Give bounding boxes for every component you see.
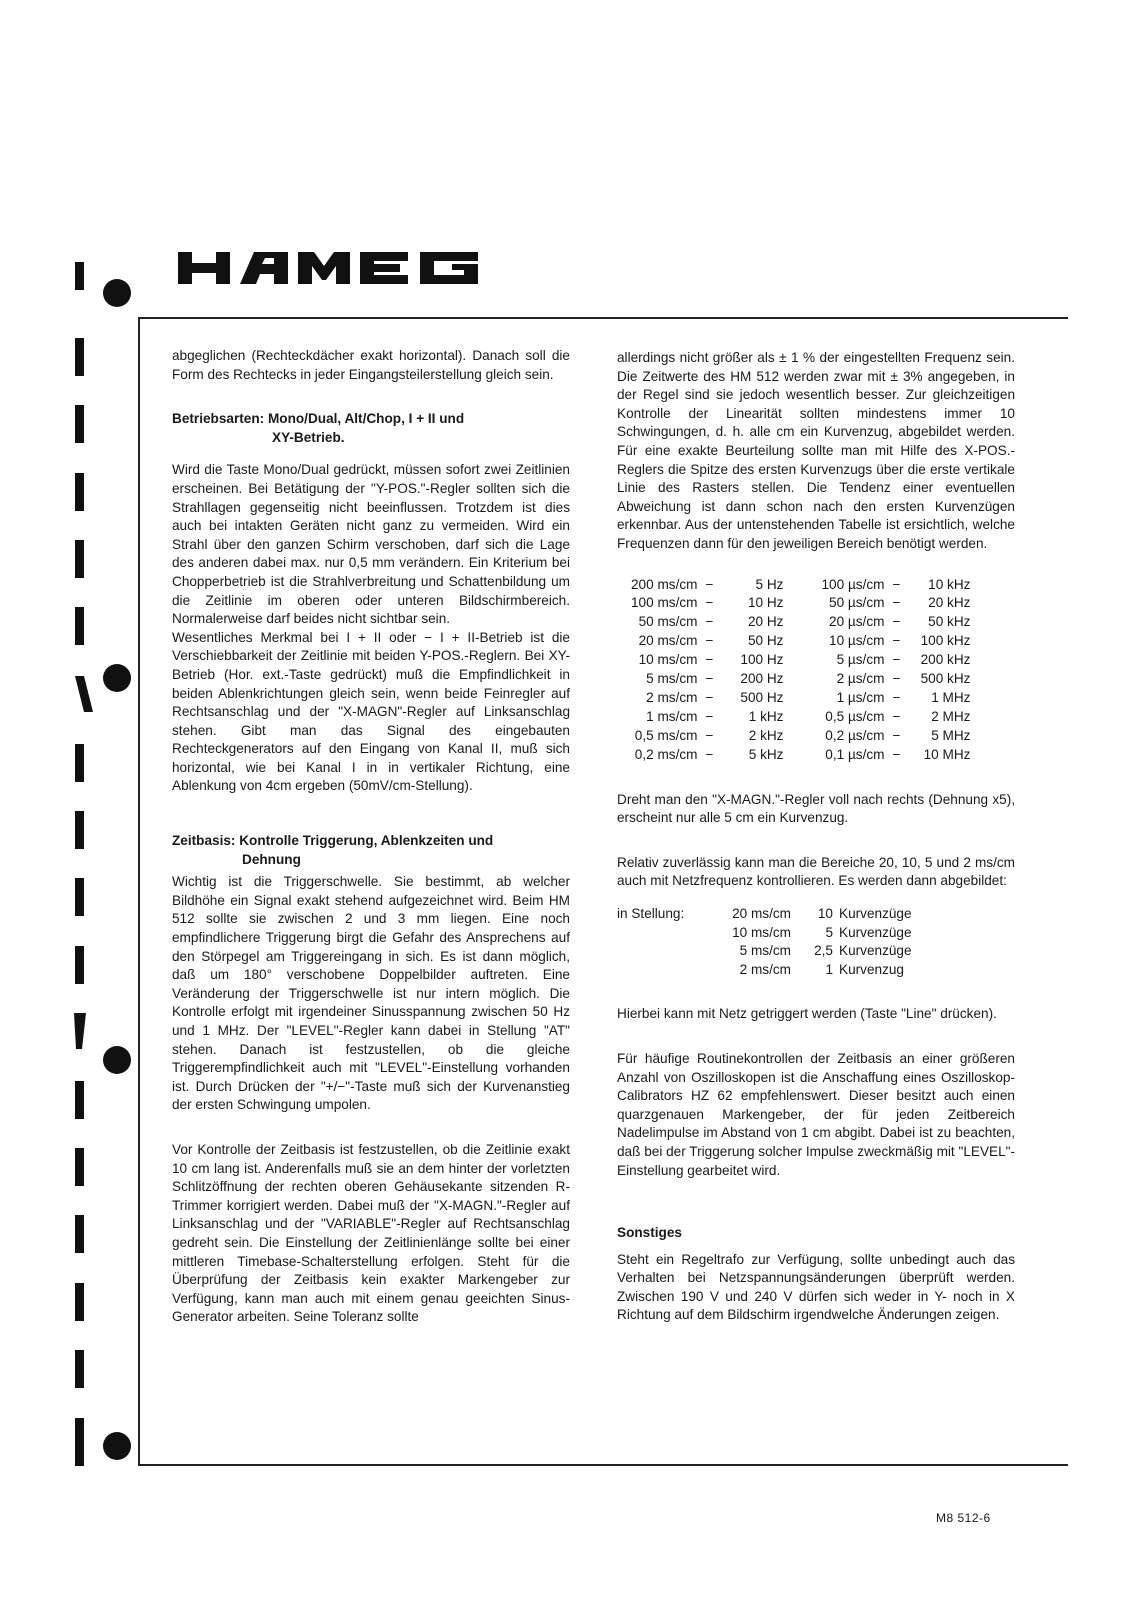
heading-line: Dehnung (242, 851, 301, 867)
brand-logo (178, 250, 500, 291)
time-cell: 2 µs/cm (836, 671, 885, 687)
position-time: 5 ms/cm (739, 943, 791, 959)
position-time: 2 ms/cm (739, 961, 791, 977)
time-cell: 5 µs/cm (836, 652, 885, 668)
frequency-cell: 100 kHz (920, 633, 971, 649)
frequency-cell: 10 MHz (923, 746, 971, 762)
binding-marks (0, 0, 140, 1600)
binding-bar (75, 676, 93, 712)
dash-cell: − (892, 595, 901, 611)
time-cell: 0,2 ms/cm (634, 746, 698, 762)
paragraph: Hierbei kann mit Netz getriggert werden (Taste "Line" drücken). (617, 1006, 997, 1022)
paragraph: Für häufige Routinekontrollen der Zeitbasis an einer größeren Anzahl von Oszilloskopen ist die Anschaffung eines Oszilloskop-Calibrators HZ 62 empfehlenswert. Dieser besitzt auch einen quarzgenauen Markengeber, der für jeden Zeitbereich Nadelimpulse im Abstand von 1 cm abgibt. Dabei ist zu beachten, daß bei der Triggerung solcher Impulse zweckmäßig mit "LEVEL"-Einstellung gearbeitet wird. (617, 1050, 1015, 1178)
time-cell: 20 µs/cm (829, 614, 885, 630)
punch-hole (103, 279, 131, 307)
dash-cell: − (705, 614, 714, 630)
binding-bar (75, 540, 84, 578)
position-row (617, 961, 912, 980)
time-cell: 50 µs/cm (829, 595, 885, 611)
dash-cell: − (705, 708, 714, 724)
position-time: 10 ms/cm (732, 924, 791, 940)
binding-bar (75, 946, 84, 984)
binding-bar (75, 1081, 84, 1119)
dash-cell: − (892, 746, 901, 762)
punch-hole (103, 1432, 131, 1460)
position-count: 2,5 (814, 943, 833, 959)
dash-cell: − (705, 727, 714, 743)
spacer-cell (783, 594, 821, 613)
frequency-cell: 2 MHz (931, 708, 971, 724)
frequency-table (631, 576, 970, 765)
dash-cell: − (705, 671, 714, 687)
paragraph: Wird die Taste Mono/Dual gedrückt, müssen sofort zwei Zeitlinien erscheinen. Bei Betätigung der "Y-POS."-Regler sollten sich die Strahllagen gegenseitig nicht beeinflussen. Trotzdem ist dies auch bei intakten Geräten nicht ganz zu vermeiden. Wird ein Strahl über den ganzen Schirm verschoben, darf sich die Lage des anderen dabei max. nur 0,5 mm verändern. Ein Kriterium bei Chopperbetrieb ist die Strahlverbreitung und Schattenbildung um die Zeitlinie im oberen oder unteren Bildschirmbereich. Normalerweise darf beides nicht sichtbar sein. (172, 462, 570, 627)
spacer-cell (783, 727, 821, 746)
frequency-cell: 100 Hz (740, 652, 784, 668)
frequency-cell: 1 kHz (748, 708, 784, 724)
punch-hole (103, 664, 131, 692)
position-count: 5 (825, 924, 833, 940)
spacer-cell (783, 670, 821, 689)
binding-bar (75, 878, 84, 916)
frequency-cell: 500 Hz (740, 689, 784, 705)
dash-cell: − (892, 614, 901, 630)
time-cell: 10 µs/cm (829, 633, 885, 649)
binding-bar (75, 1350, 84, 1388)
dash-cell: − (892, 633, 901, 649)
time-cell: 0,1 µs/cm (825, 746, 885, 762)
frequency-cell: 50 Hz (747, 633, 784, 649)
frequency-row (631, 746, 970, 765)
dash-cell: − (892, 652, 901, 668)
dash-cell: − (705, 689, 714, 705)
position-label (617, 961, 721, 980)
time-cell: 200 ms/cm (631, 576, 698, 592)
dash-cell: − (892, 708, 901, 724)
paragraph: Steht ein Regeltrafo zur Verfügung, sollte unbedingt auch das Verhalten bei Netzspannungsänderungen überprüft werden. Zwischen 190 V und 240 V dürfen sich weder in Y- noch in X Richtung auf dem Bildschirm irgendwelche Änderungen zeigen. (617, 1251, 1015, 1323)
dash-cell: − (705, 595, 714, 611)
binding-bar (75, 405, 84, 443)
time-cell: 100 ms/cm (631, 595, 698, 611)
position-label (617, 942, 721, 961)
frequency-cell: 10 kHz (928, 576, 971, 592)
binding-bar (75, 811, 84, 849)
frequency-cell: 5 kHz (748, 746, 784, 762)
bottom-rule (138, 1464, 1068, 1466)
frequency-cell: 5 Hz (755, 576, 784, 592)
dash-cell: − (705, 652, 714, 668)
frequency-row (631, 727, 970, 746)
paragraph: Wesentliches Merkmal bei I + II oder − I + II-Betrieb ist die Verschiebbarkeit der Zeitlinie mit beiden Y-POS.-Reglern. Bei XY-Betrieb (Hor. ext.-Taste gedrückt) muß die Empfindlichkeit in beiden Ablenkrichtungen gleich sein, wenn beide Feinregler auf Rechtsanschlag und der "X-MAGN"-Regler auf Linksanschlag stehen. Gibt man das Signal des eingebauten Rechteckgenerators auf den Eingang von Kanal II, muß sich horizontal, wie bei Kanal I in in vertikaler Richtung, eine Ablenkung von 4cm ergeben (50mV/cm-Stellung). (172, 629, 570, 794)
binding-bar (75, 744, 84, 782)
section-heading-zeitbasis (172, 832, 570, 869)
frequency-cell: 20 kHz (928, 595, 971, 611)
heading-line: Zeitbasis: Kontrolle Triggerung, Ablenkzeiten und (172, 833, 494, 849)
frequency-row (631, 576, 970, 595)
left-column (172, 347, 570, 1327)
spacer-cell (783, 613, 821, 632)
position-row (617, 924, 912, 943)
time-cell: 5 ms/cm (646, 671, 698, 687)
spacer-cell (783, 689, 821, 708)
paragraph: Wichtig ist die Triggerschwelle. Sie bestimmt, ab welcher Bildhöhe ein Signal exakt stehend aufgezeichnet wird. Beim HM 512 sollte sie zwischen 2 und 3 mm liegen. Eine noch empfindlichere Triggerung birgt die Gefahr des Ansprechens auf den Störpegel am Triggereingang in sich. Es ist dann möglich, daß um 180° verschobene Doppelbilder auftreten. Eine Veränderung der Triggerschwelle ist nur intern möglich. Die Kontrolle erfolgt mit irgendeiner Sinusspannung zwischen 50 Hz und 1 MHz. Der "LEVEL"-Regler kann dabei in Stellung "AT" stehen. Danach ist festzustellen, ob die gleiche Triggerempfindlichkeit auch mit "LEVEL"-Einstellung vorhanden ist. Durch Drücken der "+/−"-Taste muß sich der Kurvenanstieg der ersten Schwingung umpolen. (172, 874, 570, 1113)
dash-cell: − (892, 576, 901, 592)
heading-line: Betriebsarten: Mono/Dual, Alt/Chop, I + II und (172, 411, 465, 427)
frequency-row (631, 689, 970, 708)
spacer-cell (783, 746, 821, 765)
spacer-cell (783, 651, 821, 670)
spacer-cell (783, 576, 821, 595)
position-unit: Kurvenzüge (839, 924, 912, 940)
frequency-cell: 200 kHz (920, 652, 971, 668)
position-table (617, 905, 912, 979)
frequency-cell: 10 Hz (747, 595, 784, 611)
frequency-row (631, 708, 970, 727)
position-unit: Kurvenzüge (839, 905, 912, 921)
time-cell: 1 ms/cm (646, 708, 698, 724)
punch-hole (103, 1046, 131, 1074)
binding-bar (75, 1418, 84, 1466)
time-cell: 1 µs/cm (836, 689, 885, 705)
section-heading-sonstiges: Sonstiges (617, 1225, 682, 1241)
frequency-cell: 2 kHz (748, 727, 784, 743)
position-label (617, 924, 721, 943)
time-cell: 0,2 µs/cm (825, 727, 885, 743)
dash-cell: − (892, 727, 901, 743)
dash-cell: − (705, 633, 714, 649)
section-heading-betriebsarten (172, 410, 570, 447)
paragraph: Relativ zuverlässig kann man die Bereiche 20, 10, 5 und 2 ms/cm auch mit Netzfrequenz kontrollieren. Es werden dann abgebildet: (617, 854, 1015, 889)
dash-cell: − (705, 746, 714, 762)
frequency-row (631, 613, 970, 632)
frequency-cell: 20 Hz (747, 614, 784, 630)
frequency-cell: 1 MHz (931, 689, 971, 705)
position-row (617, 905, 912, 924)
right-column (617, 349, 1015, 1325)
frequency-row (631, 632, 970, 651)
binding-bar (74, 1013, 86, 1049)
time-cell: 10 ms/cm (638, 652, 698, 668)
frequency-row (631, 651, 970, 670)
time-cell: 50 ms/cm (638, 614, 698, 630)
binding-bar (75, 338, 84, 376)
binding-bar (75, 1283, 84, 1321)
position-time: 20 ms/cm (732, 905, 791, 921)
page-code: M8 512-6 (936, 1511, 991, 1525)
frequency-row (631, 594, 970, 613)
binding-bar (75, 1148, 84, 1186)
left-rule (138, 317, 140, 1465)
position-unit: Kurvenzug (839, 961, 904, 977)
time-cell: 0,5 µs/cm (825, 708, 885, 724)
dash-cell: − (892, 689, 901, 705)
dash-cell: − (892, 671, 901, 687)
position-label: in Stellung: (617, 905, 685, 921)
frequency-cell: 200 Hz (740, 671, 784, 687)
position-row (617, 942, 912, 961)
top-rule (138, 317, 1068, 319)
frequency-cell: 50 kHz (928, 614, 971, 630)
binding-bar (75, 607, 84, 645)
position-unit: Kurvenzüge (839, 943, 912, 959)
time-cell: 20 ms/cm (638, 633, 698, 649)
paragraph: Dreht man den "X-MAGN."-Regler voll nach rechts (Dehnung x5), erscheint nur alle 5 cm ein Kurvenzug. (617, 791, 1015, 826)
frequency-cell: 5 MHz (931, 727, 971, 743)
frequency-cell: 500 kHz (920, 671, 971, 687)
heading-line: XY-Betrieb. (272, 429, 345, 445)
paragraph: Vor Kontrolle der Zeitbasis ist festzustellen, ob die Zeitlinie exakt 10 cm lang ist. Anderenfalls muß sie an dem hinter der vorletzten Schlitzöffnung der rechten oberen Gehäusekante sitzenden R-Trimmer korrigiert werden. Dabei muß der "X-MAGN."-Regler auf Linksanschlag und der "VARIABLE"-Regler auf Rechtsanschlag gedreht sein. Die Einstellung der Zeitlinienlänge sollte bei einer mittleren Timebase-Schalterstellung erfolgen. Steht für die Überprüfung der Zeitbasis kein exakter Markengeber zur Verfügung, kann man auch mit einem genau geeichten Sinus-Generator arbeiten. Seine Toleranz sollte (172, 1141, 570, 1325)
brand-logo-mark (178, 250, 500, 286)
paragraph: allerdings nicht größer als ± 1 % der eingestellten Frequenz sein. Die Zeitwerte des HM 512 werden zwar mit ± 3% angegeben, in der Regel sind sie jedoch wesentlich besser. Zur gleichzeitigen Kontrolle der Linearität sollten mindestens immer 10 Schwingungen, d. h. alle cm ein Kurvenzug, abgebildet werden. Für eine exakte Beurteilung sollte man mit Hilfe des X-POS.-Reglers die Spitze des ersten Kurvenzugs über die erste vertikale Linie des Rasters stellen. Die Tendenz einer eventuellen Abweichung ist dann schon nach den ersten Kurvenzügen erkennbar. Aus der untenstehenden Tabelle ist ersichtlich, welche Frequenzen dann für den jeweiligen Bereich benötigt werden. (617, 350, 1015, 551)
frequency-row (631, 670, 970, 689)
binding-bar (75, 262, 84, 290)
binding-bar (75, 1215, 84, 1253)
intro-paragraph: abgeglichen (Rechteckdächer exakt horizontal). Danach soll die Form des Rechtecks in jeder Eingangsteilerstellung gleich sein. (172, 348, 570, 382)
spacer-cell (783, 632, 821, 651)
spacer-cell (783, 708, 821, 727)
position-count: 1 (825, 961, 833, 977)
time-cell: 0,5 ms/cm (634, 727, 698, 743)
dash-cell: − (705, 576, 714, 592)
time-cell: 2 ms/cm (646, 689, 698, 705)
time-cell: 100 µs/cm (821, 576, 885, 592)
position-count: 10 (817, 905, 833, 921)
binding-bar (75, 473, 84, 511)
